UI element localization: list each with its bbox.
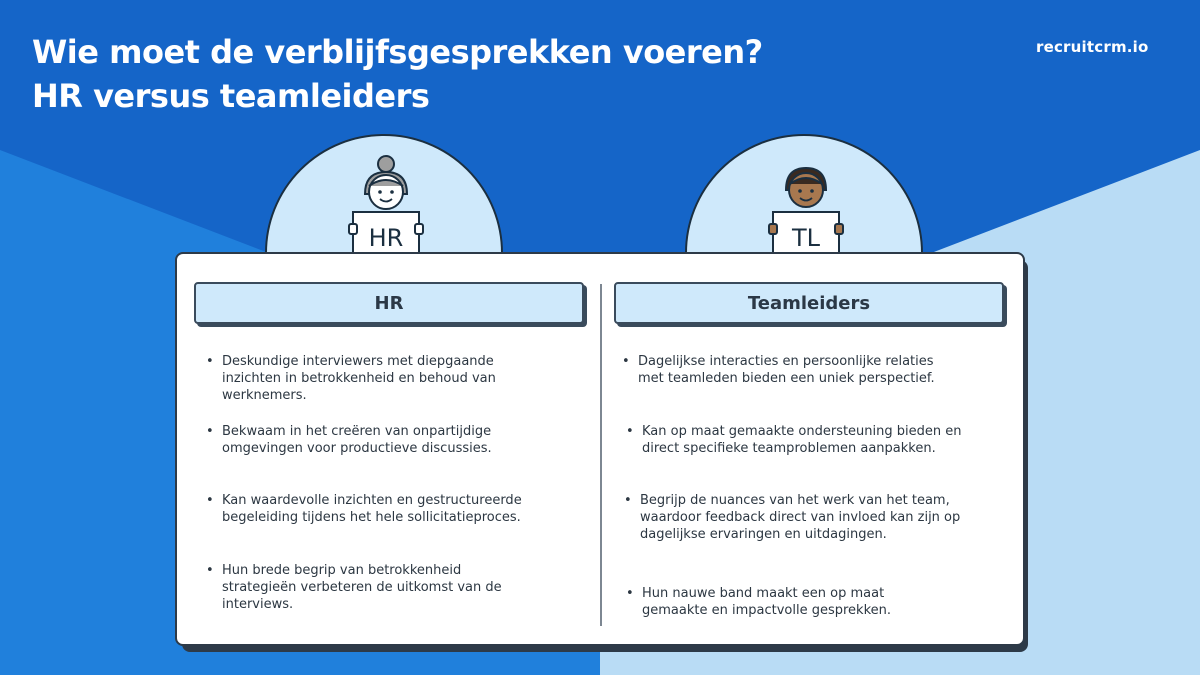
- bullet-dot: •: [626, 424, 634, 439]
- bullet-dot: •: [206, 493, 214, 508]
- tl-bullet-item: [622, 353, 958, 387]
- hr-bullet-item: [206, 492, 552, 526]
- title-line-2: HR versus teamleiders: [32, 77, 430, 115]
- tl-sign-text: TL: [791, 224, 821, 252]
- bullet-dot: •: [206, 563, 214, 578]
- hr-sign-text: HR: [368, 224, 404, 252]
- tl-bullet-item: [624, 492, 980, 543]
- tl-bullet-item: [626, 423, 982, 457]
- teamleiders-column-heading: Teamleiders: [614, 282, 1004, 324]
- bullet-dot: •: [206, 424, 214, 439]
- hr-column-heading: HR: [194, 282, 584, 324]
- hr-bullet-text: Hun brede begrip van betrokkenheid strategieën verbeteren de uitkomst van de interviews.: [222, 563, 502, 612]
- bullet-dot: •: [622, 354, 630, 369]
- column-divider: [600, 284, 602, 626]
- hr-bullet-item: [206, 562, 522, 613]
- tl-bullet-text: Begrijp de nuances van het werk van het team, waardoor feedback direct van invloed kan zijn op dagelijkse ervaringen en uitdagingen.: [640, 493, 961, 542]
- bullet-dot: •: [624, 493, 632, 508]
- hr-bullet-text: Deskundige interviewers met diepgaande inzichten in betrokkenheid en behoud van werknemers.: [222, 354, 496, 403]
- title-line-1: Wie moet de verblijfsgesprekken voeren?: [32, 33, 763, 71]
- hr-bullet-item: [206, 353, 532, 404]
- tl-bullet-text: Dagelijkse interacties en persoonlijke relaties met teamleden bieden een uniek perspectief.: [638, 354, 935, 386]
- hr-bullet-text: Bekwaam in het creëren van onpartijdige omgevingen voor productieve discussies.: [222, 424, 492, 456]
- page-title: [32, 30, 763, 118]
- bullet-dot: •: [626, 586, 634, 601]
- brand-logo[interactable]: recruitcrm.io: [1036, 38, 1149, 56]
- tl-bullet-text: Kan op maat gemaakte ondersteuning bieden en direct specifieke teamproblemen aanpakken.: [642, 424, 962, 456]
- bullet-dot: •: [206, 354, 214, 369]
- hr-bullet-text: Kan waardevolle inzichten en gestructureerde begeleiding tijdens het hele sollicitatieproces.: [222, 493, 522, 525]
- tl-bullet-item: [626, 585, 942, 619]
- tl-bullet-text: Hun nauwe band maakt een op maat gemaakte en impactvolle gesprekken.: [642, 586, 892, 618]
- hr-bullet-item: [206, 423, 532, 457]
